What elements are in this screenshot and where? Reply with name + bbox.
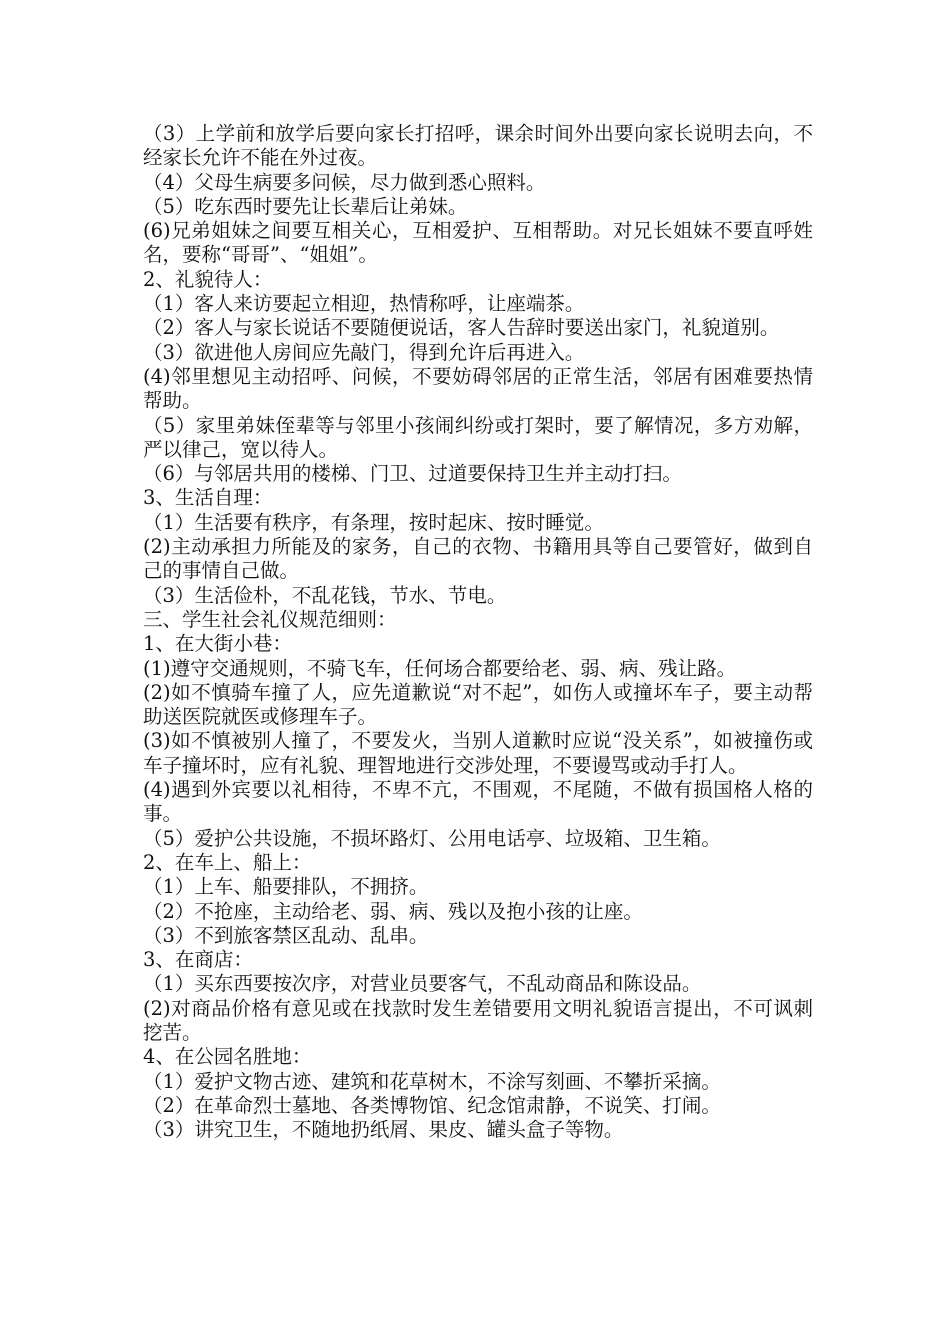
section-heading-parks: 4、在公园名胜地： bbox=[143, 1045, 312, 1069]
paragraph-streets-4: (4)遇到外宾要以礼相待，不卑不亢，不围观，不尾随，不做有损国格人格的事。 bbox=[143, 778, 813, 826]
paragraph-vehicles-3: （3）不到旅客禁区乱动、乱串。 bbox=[143, 923, 429, 947]
paragraph-streets-1: (1)遵守交通规则，不骑飞车，任何场合都要给老、弱、病、残让路。 bbox=[143, 656, 737, 680]
paragraph-shops-2: (2)对商品价格有意见或在找款时发生差错要用文明礼貌语言提出，不可讽刺挖苦。 bbox=[143, 996, 813, 1044]
paragraph-home-6: (6)兄弟姐妹之间要互相关心，互相爱护、互相帮助。对兄长姐妹不要直呼姓名，要称“哥哥”、“姐姐”。 bbox=[143, 219, 813, 267]
section-heading-shops: 3、在商店： bbox=[143, 948, 253, 972]
section-heading-courtesy: 2、礼貌待人： bbox=[143, 267, 273, 291]
paragraph-vehicles-2: （2）不抢座，主动给老、弱、病、残以及抱小孩的让座。 bbox=[143, 899, 643, 923]
paragraph-parks-3: （3）讲究卫生，不随地扔纸屑、果皮、罐头盒子等物。 bbox=[143, 1118, 624, 1142]
paragraph-home-3: （3）上学前和放学后要向家长打招呼，课余时间外出要向家长说明去向，不经家长允许不能在外过夜。 bbox=[143, 122, 813, 170]
paragraph-streets-5: （5）爱护公共设施，不损坏路灯、公用电话亭、垃圾箱、卫生箱。 bbox=[143, 826, 721, 850]
paragraph-courtesy-4: (4)邻里想见主动招呼、问候，不要妨碍邻居的正常生活，邻居有困难要热情帮助。 bbox=[143, 364, 813, 413]
section-heading-vehicles: 2、在车上、船上： bbox=[143, 850, 312, 874]
paragraph-home-4: （4）父母生病要多问候，尽力做到悉心照料。 bbox=[143, 170, 546, 194]
section-heading-self-care: 3、生活自理： bbox=[143, 486, 273, 510]
paragraph-courtesy-2: （2）客人与家长说话不要随便说话，客人告辞时要送出家门，礼貌道别。 bbox=[143, 316, 780, 340]
paragraph-courtesy-1: （1）客人来访要起立相迎，热情称呼，让座端茶。 bbox=[143, 292, 585, 316]
paragraph-self-care-2: (2)主动承担力所能及的家务，自己的衣物、书籍用具等自己要管好，做到自己的事情自己做。 bbox=[143, 535, 813, 583]
paragraph-home-5: （5）吃东西时要先让长辈后让弟妹。 bbox=[143, 194, 468, 218]
paragraph-parks-2: （2）在革命烈士墓地、各类博物馆、纪念馆肃静，不说笑、打闹。 bbox=[143, 1093, 721, 1117]
paragraph-vehicles-1: （1）上车、船要排队，不拥挤。 bbox=[143, 875, 429, 899]
chapter-heading-social-etiquette: 三、学生社会礼仪规范细则： bbox=[143, 607, 397, 631]
paragraph-streets-3: (3)如不慎被别人撞了，不要发火，当别人道歉时应说“没关系”，如被撞伤或车子撞坏时，应有礼貌、理智地进行交涉处理，不要谩骂或动手打人。 bbox=[143, 729, 813, 777]
paragraph-courtesy-3: （3）欲进他人房间应先敲门，得到允许后再进入。 bbox=[143, 340, 585, 364]
paragraph-self-care-3: （3）生活俭朴，不乱花钱，节水、节电。 bbox=[143, 583, 507, 607]
paragraph-streets-2: (2)如不慎骑车撞了人，应先道歉说“对不起”，如伤人或撞坏车子，要主动帮助送医院就医或修理车子。 bbox=[143, 680, 813, 729]
paragraph-courtesy-5: （5）家里弟妹侄辈等与邻里小孩闹纠纷或打架时，要了解情况，多方劝解，严以律己，宽以待人。 bbox=[143, 413, 813, 461]
paragraph-shops-1: （1）买东西要按次序，对营业员要客气，不乱动商品和陈设品。 bbox=[143, 972, 702, 996]
paragraph-courtesy-6: （6）与邻居共用的楼梯、门卫、过道要保持卫生并主动打扫。 bbox=[143, 462, 682, 486]
paragraph-parks-1: （1）爱护文物古迹、建筑和花草树木，不涂写刻画、不攀折采摘。 bbox=[143, 1069, 721, 1093]
section-heading-streets: 1、在大街小巷： bbox=[143, 632, 292, 656]
paragraph-self-care-1: （1）生活要有秩序，有条理，按时起床、按时睡觉。 bbox=[143, 510, 604, 534]
document-body bbox=[143, 122, 813, 1142]
